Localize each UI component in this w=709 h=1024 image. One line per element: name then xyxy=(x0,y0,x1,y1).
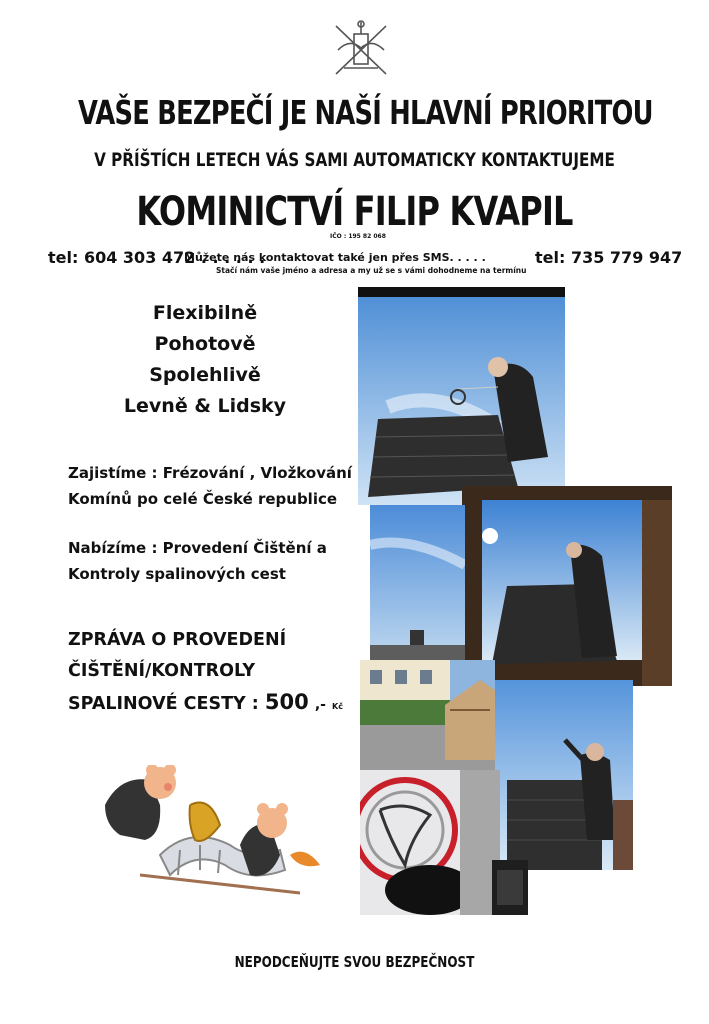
photo-chimney-detail xyxy=(492,860,528,915)
photo-chimney-brush xyxy=(360,770,500,915)
company-id: IČO : 195 82 068 xyxy=(330,233,386,240)
chimney-sweep-emblem-icon xyxy=(330,20,392,80)
footer-slogan: NEPODCEŇUJTE SVOU BEZPEČNOST xyxy=(234,953,475,971)
photo-sweep-through-frame xyxy=(462,486,672,686)
photo-street-houses xyxy=(360,660,495,770)
photo-sweep-at-chimney xyxy=(495,680,633,870)
slogan-list xyxy=(95,298,315,422)
offer-paragraph xyxy=(68,535,327,587)
photo-chimney-sweep-on-roof xyxy=(358,287,565,505)
price-currency: Kč xyxy=(332,702,343,711)
page-subheadline: V PŘÍŠTÍCH LETECH VÁS SAMI AUTOMATICKY KONTAKTUJEME xyxy=(94,149,615,171)
price-value: 500 xyxy=(264,690,309,714)
cartoon-chimney-sweeps-illustration xyxy=(100,765,325,900)
sms-note: Stačí nám vaše jméno a adresa a my už se s vámi dohodneme na termínu xyxy=(216,266,527,275)
services-paragraph xyxy=(68,460,352,512)
report-line: ZPRÁVA O PROVEDENÍ xyxy=(68,630,287,650)
price-unit: ,- xyxy=(314,697,326,713)
report-line: SPALINOVÉ CESTY : xyxy=(68,694,259,714)
sms-contact-text: Můžete nás kontaktovat také jen přes SMS. . . . . xyxy=(184,251,486,264)
offer-line: Nabízíme : Provedení Čištění a xyxy=(68,539,327,557)
report-offer xyxy=(68,625,343,722)
slogan-flexible: Flexibilně xyxy=(152,302,258,324)
phone-number-1[interactable]: tel: 604 303 472 . . . . . . xyxy=(48,248,266,267)
slogan-affordable: Levně & Lidsky xyxy=(123,395,287,417)
page-headline: VAŠE BEZPEČÍ JE NAŠÍ HLAVNÍ PRIORITOU xyxy=(77,93,653,132)
slogan-reliable: Spolehlivě xyxy=(149,364,261,386)
report-line: ČIŠTĚNÍ/KONTROLY xyxy=(68,661,256,681)
phone-number-2[interactable]: tel: 735 779 947 xyxy=(535,248,683,267)
services-line: Komínů po celé České republice xyxy=(68,490,338,508)
slogan-prompt: Pohotově xyxy=(154,333,256,355)
photo-rooftop-sky xyxy=(370,505,465,660)
offer-line: Kontroly spalinových cest xyxy=(68,565,286,583)
services-line: Zajistíme : Frézování , Vložkování xyxy=(68,464,352,482)
company-name: KOMINICTVÍ FILIP KVAPIL xyxy=(136,189,573,235)
